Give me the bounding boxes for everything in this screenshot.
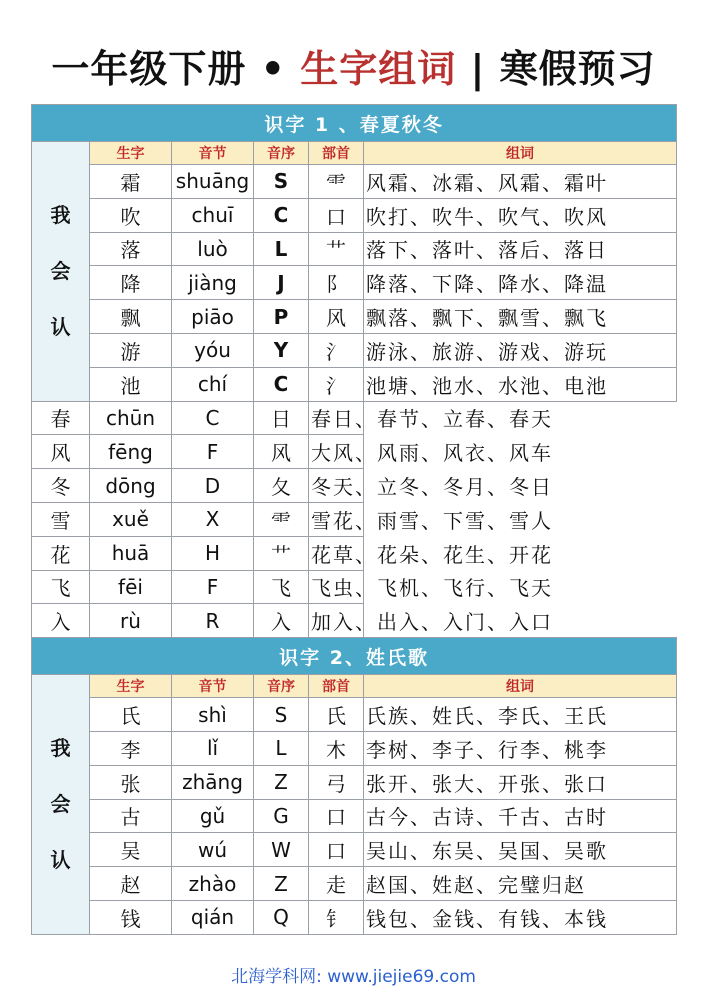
cell-pinyin: huā <box>90 536 172 570</box>
cell-radical: 夂 <box>254 469 309 503</box>
title-dot: • <box>260 47 286 91</box>
cell-index: C <box>172 401 254 435</box>
cell-words: 风霜、冰霜、风霜、霜叶 <box>364 165 677 199</box>
cell-index: D <box>172 469 254 503</box>
cell-radical: 氵 <box>309 367 364 401</box>
cell-words: 张开、张大、开张、张口 <box>364 765 677 799</box>
cell-pinyin: chuī <box>172 198 254 232</box>
cell-char: 吴 <box>90 833 172 867</box>
cell-words: 雪花、雨雪、下雪、雪人 <box>309 502 364 536</box>
cell-pinyin: yóu <box>172 333 254 367</box>
cell-pinyin: jiàng <box>172 266 254 300</box>
title-highlight: 生字组词 <box>300 47 457 91</box>
cell-pinyin: dōng <box>90 469 172 503</box>
header-index: 音序 <box>254 142 309 165</box>
cell-char: 飞 <box>32 570 90 604</box>
table-row <box>32 232 677 266</box>
cell-radical: 阝 <box>309 266 364 300</box>
cell-words: 落下、落叶、落后、落日 <box>364 232 677 266</box>
section-title: 识字 1 、春夏秋冬 <box>32 105 677 142</box>
cell-words: 游泳、旅游、游戏、游玩 <box>364 333 677 367</box>
cell-words: 古今、古诗、千古、古时 <box>364 799 677 833</box>
cell-pinyin: gǔ <box>172 799 254 833</box>
header-radical: 部首 <box>309 142 364 165</box>
column-header-row <box>32 675 677 698</box>
cell-index: S <box>254 698 309 732</box>
cell-words: 飘落、飘下、飘雪、飘飞 <box>364 300 677 334</box>
group-label-char: 认 <box>50 848 71 873</box>
cell-radical: 口 <box>309 198 364 232</box>
header-index: 音序 <box>254 675 309 698</box>
cell-pinyin: piāo <box>172 300 254 334</box>
cell-index: F <box>172 435 254 469</box>
cell-index: S <box>254 165 309 199</box>
cell-pinyin: zhào <box>172 867 254 901</box>
cell-char: 李 <box>90 731 172 765</box>
cell-char: 池 <box>90 367 172 401</box>
cell-words: 吹打、吹牛、吹气、吹风 <box>364 198 677 232</box>
cell-index: W <box>254 833 309 867</box>
cell-radical: 走 <box>309 867 364 901</box>
cell-index: R <box>172 604 254 638</box>
cell-char: 古 <box>90 799 172 833</box>
cell-words: 池塘、池水、水池、电池 <box>364 367 677 401</box>
cell-radical: 风 <box>309 300 364 334</box>
cell-pinyin: xuě <box>90 502 172 536</box>
cell-index: J <box>254 266 309 300</box>
cell-pinyin: zhāng <box>172 765 254 799</box>
cell-char: 春 <box>32 401 90 435</box>
group-label-char: 认 <box>50 315 71 340</box>
cell-radical: 氏 <box>309 698 364 732</box>
cell-char: 风 <box>32 435 90 469</box>
cell-radical: 风 <box>254 435 309 469</box>
cell-index: X <box>172 502 254 536</box>
cell-radical: ⻗ <box>254 502 309 536</box>
cell-words: 大风、风雨、风衣、风车 <box>309 435 364 469</box>
cell-index: Z <box>254 765 309 799</box>
cell-words: 赵国、姓赵、完璧归赵 <box>364 867 677 901</box>
cell-pinyin: chūn <box>90 401 172 435</box>
cell-char: 落 <box>90 232 172 266</box>
table-row <box>32 198 677 232</box>
title-part2: 寒假预习 <box>499 47 656 91</box>
cell-words: 钱包、金钱、有钱、本钱 <box>364 900 677 934</box>
cell-radical: 入 <box>254 604 309 638</box>
section-title: 识字 2、姓氏歌 <box>32 638 677 675</box>
page-title <box>0 38 707 100</box>
header-char: 生字 <box>90 675 172 698</box>
column-header-row <box>32 142 677 165</box>
header-words: 组词 <box>364 142 677 165</box>
cell-radical: 艹 <box>309 232 364 266</box>
cell-index: C <box>254 367 309 401</box>
cell-pinyin: qián <box>172 900 254 934</box>
cell-index: C <box>254 198 309 232</box>
cell-index: Z <box>254 867 309 901</box>
cell-words: 春日、春节、立春、春天 <box>309 401 364 435</box>
table-row <box>32 867 677 901</box>
cell-radical: 弓 <box>309 765 364 799</box>
cell-pinyin: fēi <box>90 570 172 604</box>
cell-words: 吴山、东吴、吴国、吴歌 <box>364 833 677 867</box>
table-row <box>32 333 677 367</box>
cell-radical: 艹 <box>254 536 309 570</box>
cell-index: L <box>254 731 309 765</box>
cell-words: 冬天、立冬、冬月、冬日 <box>309 469 364 503</box>
table-row <box>32 401 677 435</box>
group-label-char: 我 <box>50 736 71 761</box>
cell-index: P <box>254 300 309 334</box>
section-title-row <box>32 105 677 142</box>
cell-words: 飞虫、飞机、飞行、飞天 <box>309 570 364 604</box>
cell-char: 冬 <box>32 469 90 503</box>
group-label <box>32 675 90 935</box>
cell-char: 氏 <box>90 698 172 732</box>
title-separator: | <box>470 47 486 91</box>
cell-pinyin: wú <box>172 833 254 867</box>
cell-pinyin: fēng <box>90 435 172 469</box>
cell-char: 花 <box>32 536 90 570</box>
table-row <box>32 266 677 300</box>
table-row <box>32 502 677 536</box>
table-row <box>32 300 677 334</box>
cell-words: 加入、出入、入门、入口 <box>309 604 364 638</box>
table-row <box>32 469 677 503</box>
cell-words: 降落、下降、降水、降温 <box>364 266 677 300</box>
header-words: 组词 <box>364 675 677 698</box>
cell-pinyin: luò <box>172 232 254 266</box>
cell-radical: 钅 <box>309 900 364 934</box>
cell-pinyin: rù <box>90 604 172 638</box>
group-label-char: 我 <box>50 203 71 228</box>
cell-index: H <box>172 536 254 570</box>
table-row <box>32 833 677 867</box>
table-row <box>32 765 677 799</box>
cell-index: Y <box>254 333 309 367</box>
table-row <box>32 698 677 732</box>
table-row <box>32 435 677 469</box>
cell-radical: 口 <box>309 833 364 867</box>
section-title-row <box>32 638 677 675</box>
cell-char: 赵 <box>90 867 172 901</box>
cell-index: Q <box>254 900 309 934</box>
group-label <box>32 142 90 402</box>
table-row <box>32 367 677 401</box>
cell-radical: 氵 <box>309 333 364 367</box>
header-char: 生字 <box>90 142 172 165</box>
cell-words: 李树、李子、行李、桃李 <box>364 731 677 765</box>
table-row <box>32 900 677 934</box>
cell-pinyin: chí <box>172 367 254 401</box>
cell-char: 入 <box>32 604 90 638</box>
cell-words: 花草、花朵、花生、开花 <box>309 536 364 570</box>
cell-char: 吹 <box>90 198 172 232</box>
cell-radical: 飞 <box>254 570 309 604</box>
header-radical: 部首 <box>309 675 364 698</box>
header-pinyin: 音节 <box>172 675 254 698</box>
cell-words: 氏族、姓氏、李氏、王氏 <box>364 698 677 732</box>
cell-pinyin: lǐ <box>172 731 254 765</box>
footer-source: 北海学科网: www.jiejie69.com <box>231 967 476 987</box>
cell-char: 游 <box>90 333 172 367</box>
cell-pinyin: shuāng <box>172 165 254 199</box>
vocabulary-table <box>31 104 677 935</box>
cell-char: 霜 <box>90 165 172 199</box>
table-row <box>32 731 677 765</box>
cell-pinyin: shì <box>172 698 254 732</box>
cell-index: L <box>254 232 309 266</box>
table-row <box>32 536 677 570</box>
cell-radical: 口 <box>309 799 364 833</box>
header-pinyin: 音节 <box>172 142 254 165</box>
title-part1: 一年级下册 <box>51 47 247 91</box>
table-row <box>32 799 677 833</box>
cell-radical: 日 <box>254 401 309 435</box>
cell-char: 飘 <box>90 300 172 334</box>
cell-radical: ⻗ <box>309 165 364 199</box>
cell-char: 降 <box>90 266 172 300</box>
group-label-char: 会 <box>50 792 71 817</box>
cell-char: 钱 <box>90 900 172 934</box>
cell-index: F <box>172 570 254 604</box>
cell-char: 雪 <box>32 502 90 536</box>
vocabulary-sheet <box>31 104 676 935</box>
table-row <box>32 604 677 638</box>
cell-index: G <box>254 799 309 833</box>
group-label-char: 会 <box>50 259 71 284</box>
table-row <box>32 570 677 604</box>
cell-radical: 木 <box>309 731 364 765</box>
table-row <box>32 165 677 199</box>
cell-char: 张 <box>90 765 172 799</box>
